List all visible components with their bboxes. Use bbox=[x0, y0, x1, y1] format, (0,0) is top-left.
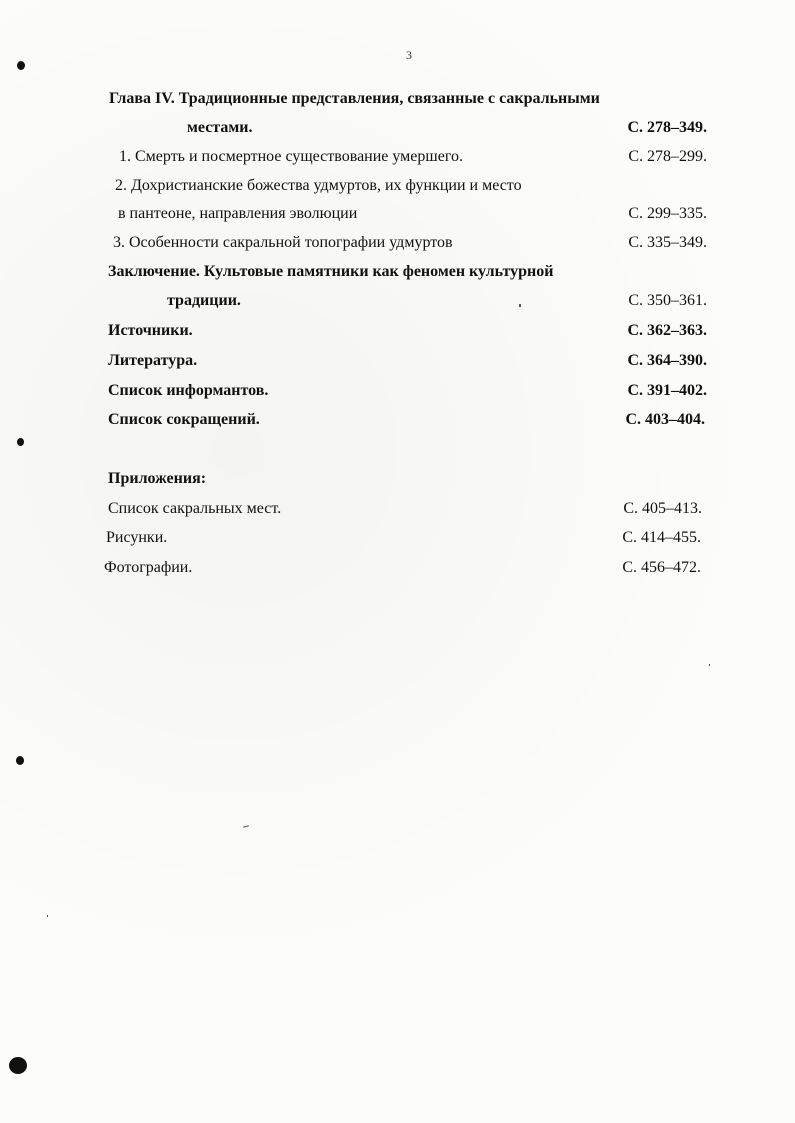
toc-entry-pages: С. 362–363. bbox=[627, 322, 707, 339]
binder-hole-mark bbox=[16, 756, 24, 765]
toc-entry-text: Список информантов. bbox=[108, 382, 269, 399]
appendix-entry-pages: С. 414–455. bbox=[622, 529, 701, 546]
scan-speck bbox=[519, 304, 521, 307]
scan-speck bbox=[709, 664, 710, 666]
toc-entry-item3 bbox=[0, 230, 795, 256]
toc-entry-text: местами. bbox=[187, 119, 253, 136]
toc-entry-conclusion-cont bbox=[0, 288, 795, 314]
scan-speck bbox=[47, 915, 48, 917]
toc-entry-text: 2. Дохристианские божества удмуртов, их функции и место bbox=[115, 177, 522, 194]
toc-entry-text: Глава IV. Традиционные представления, связанные с сакральными bbox=[109, 90, 600, 107]
toc-entry-text: Источники. bbox=[108, 322, 193, 339]
appendices-heading-text: Приложения: bbox=[108, 470, 207, 487]
toc-entry-literature bbox=[0, 348, 795, 374]
toc-entry-pages: С. 391–402. bbox=[627, 382, 707, 399]
toc-entry-conclusion bbox=[0, 259, 795, 285]
toc-entry-sources bbox=[0, 318, 795, 344]
toc-entry-text: Заключение. Культовые памятники как феномен культурной bbox=[108, 263, 554, 280]
toc-entry-item2-cont bbox=[0, 201, 795, 227]
toc-entry-text: 3. Особенности сакральной топографии удмуртов bbox=[113, 234, 453, 251]
toc-entry-text: Список сокращений. bbox=[108, 411, 260, 428]
scan-speck bbox=[243, 825, 249, 828]
toc-entry-text: Литература. bbox=[108, 352, 198, 369]
appendix-entry-text: Фотографии. bbox=[104, 559, 193, 576]
appendices-heading bbox=[0, 466, 795, 492]
binder-hole-mark bbox=[17, 61, 25, 70]
appendix-entry-pages: С. 456–472. bbox=[622, 559, 701, 576]
toc-entry-text: традиции. bbox=[167, 292, 241, 309]
appendix-entry-sacred-places bbox=[0, 496, 795, 522]
toc-entry-pages: С. 335–349. bbox=[628, 234, 707, 251]
toc-entry-item2 bbox=[0, 173, 795, 199]
toc-entry-informants bbox=[0, 378, 795, 404]
toc-entry-item1 bbox=[0, 144, 795, 170]
toc-entry-chapter4 bbox=[0, 86, 795, 112]
toc-entry-pages: С. 278–299. bbox=[628, 148, 707, 165]
toc-entry-chapter4-cont bbox=[0, 115, 795, 141]
appendix-entry-text: Список сакральных мест. bbox=[108, 500, 282, 517]
toc-entry-pages: С. 350–361. bbox=[628, 292, 707, 309]
binder-hole-mark bbox=[9, 1057, 27, 1074]
toc-entry-abbreviations bbox=[0, 407, 795, 433]
toc-entry-text: 1. Смерть и посмертное существование умершего. bbox=[119, 148, 463, 165]
appendix-entry-text: Рисунки. bbox=[106, 529, 168, 546]
appendix-entry-pages: С. 405–413. bbox=[623, 500, 702, 517]
toc-entry-pages: С. 278–349. bbox=[627, 119, 707, 136]
binder-hole-mark bbox=[17, 438, 24, 446]
toc-entry-pages: С. 364–390. bbox=[627, 352, 707, 369]
page-number: 3 bbox=[406, 48, 412, 62]
toc-entry-text: в пантеоне, направления эволюции bbox=[118, 205, 358, 222]
toc-entry-pages: С. 403–404. bbox=[625, 411, 705, 428]
appendix-entry-drawings bbox=[0, 525, 795, 551]
toc-entry-pages: С. 299–335. bbox=[628, 205, 707, 222]
appendix-entry-photos bbox=[0, 555, 795, 581]
